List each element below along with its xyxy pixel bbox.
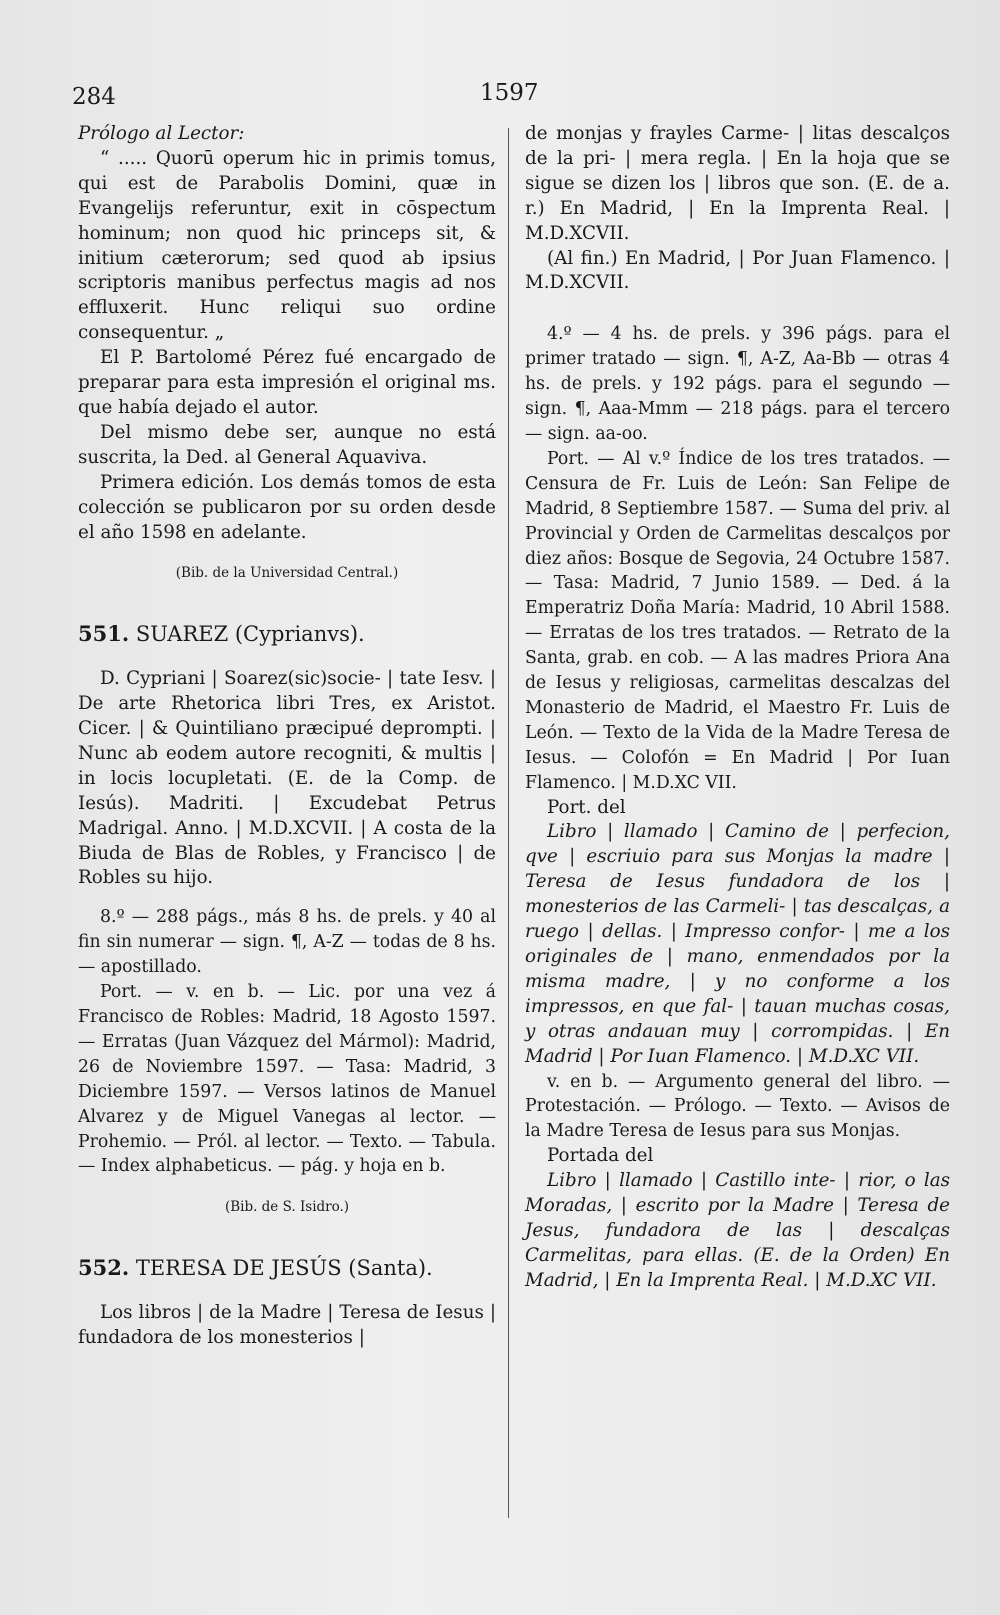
- note-editor: El P. Bartolomé Pérez fué encargado de preparar para esta impresión el original ms. que había dejado el autor.: [78, 347, 496, 418]
- entry-description: 4.º — 4 hs. de prels. y 396 págs. para el primer tratado — sign. ¶, A-Z, Aa-Bb — otras 4 hs. de prels. y 192 págs. para el segundo — sign. ¶, Aaa-Mmm — 218 págs. para el tercero — sign. aa-oo.: [525, 324, 950, 444]
- right-column: [525, 122, 950, 1294]
- running-head-year: 1597: [480, 80, 539, 106]
- entry-title-text: D. Cypriani | Soarez(sic)socie- | tate Iesv. | De arte Rhetorica libri Tres, ex Aristot. Cicer. | & Quintiliano præcipué deprompti. | Nunc ab eodem autore recogniti, & multis | in locis locupletati. (E. de la Comp. de Iesús). Madriti. | Excudebat Petrus Madrigal. Anno. | M.D.XCVII. | A costa de la Biuda de Blas de Robles, y Francisco | de Robles su hijo.: [78, 668, 496, 889]
- entry-contents: Port. — Al v.º Índice de los tres tratados. — Censura de Fr. Luis de León: San Felipe de Madrid, 8 Septiembre 1587. — Suma del priv. al Provincial y Orden de Carmelitas descalços por diez años: Bosque de Segovia, 24 Octubre 1587. — Tasa: Madrid, 7 Junio 1589. — Ded. á la Emperatriz Doña María: Madrid, 10 Abril 1588. — Erratas de los tres tratados. — Retrato de la Santa, grab. en cob. — A las madres Priora Ana de Iesus y religiosas, carmelitas descalzas del Monasterio de Madrid, el Maestro Fr. Luis de León. — Texto de la Vida de la Madre Teresa de Iesus. — Colofón = En Madrid | Por Iuan Flamenco. | M.D.XC VII.: [525, 448, 950, 793]
- section-label: Portada del: [547, 1145, 654, 1167]
- entry-heading: [78, 622, 496, 647]
- entry-description: 8.º — 288 págs., más 8 hs. de prels. y 40 al fin sin numerar — sign. ¶, A-Z — todas de 8 hs. — apostillado.: [78, 907, 496, 978]
- section-label: Port. del: [547, 796, 626, 818]
- library-source: (Bib. de S. Isidro.): [224, 1199, 350, 1216]
- entry-author: TERESA DE JESÚS (Santa).: [135, 1256, 433, 1281]
- note-dedication: Del mismo debe ser, aunque no está suscrita, la Ded. al General Aquaviva.: [78, 421, 496, 468]
- entry-colophon: (Al fin.) En Madrid, | Por Juan Flamenco. | M.D.XCVII.: [525, 247, 950, 294]
- left-column: [78, 122, 496, 1351]
- entry-number: 551.: [78, 621, 130, 647]
- column-divider: [508, 128, 509, 1518]
- entry-number: 552.: [78, 1255, 130, 1281]
- book-title-castillo: Libro | llamado | Castillo inte- | rior, o las Moradas, | escrito por la Madre | Teresa de Jesus, fundadora de las | descalças Carmelitas, para ellas. (E. de la Orden) En Madrid, | En la Imprenta Real. | M.D.XC VII.: [525, 1170, 950, 1291]
- page-number: 284: [72, 84, 116, 110]
- prologue-quote: “ ..... Quorū operum hic in primis tomus, qui est de Parabolis Domini, quæ in Evangelijs referuntur, exit in cōspectum hominum; non quod hic princeps sit, & initium cæterorum; sed quod ab ipsius scriptoris manibus perfectus magis ad nos effluxerit. Hunc reliqui suo ordine consequentur. „: [78, 147, 496, 344]
- library-source: (Bib. de la Universidad Central.): [175, 565, 399, 582]
- book-title-camino: Libro | llamado | Camino de | perfecion, qve | escriuio para sus Monjas la madre | Teresa de Iesus fundadora de los | monesterios de las Carmeli- | tas descalças, a ruego | dellas. | Impresso confor- | me a los originales de | mano, enmendados por la misma madre, | y no conforme a los impressos, en que fal- | tauan muchas cosas, y otras andauan muy | corrompidas. | En Madrid | Por Iuan Flamenco. | M.D.XC VII.: [525, 821, 950, 1067]
- note-first-edition: Primera edición. Los demás tomos de esta colección se publicaron por su orden desde el año 1598 en adelante.: [78, 471, 496, 543]
- book-contents-camino: v. en b. — Argumento general del libro. — Protestación. — Prólogo. — Texto. — Avisos de la Madre Teresa de Iesus para sus Monjas.: [525, 1071, 950, 1142]
- prologue-title: Prólogo al Lector:: [78, 123, 245, 144]
- entry-title-continued: de monjas y frayles Carme- | litas descalços de la pri- | mera regla. | En la hoja que se sigue se dizen los | libros que son. (E. de a. r.) En Madrid, | En la Imprenta Real. | M.D.XCVII.: [525, 123, 950, 244]
- entry-title-text: Los libros | de la Madre | Teresa de Iesus | fundadora de los monesterios |: [78, 1302, 496, 1349]
- entry-contents: Port. — v. en b. — Lic. por una vez á Francisco de Robles: Madrid, 18 Agosto 1597. — Erratas (Juan Vázquez del Mármol): Madrid, 26 de Noviembre 1597. — Tasa: Madrid, 3 Diciembre 1597. — Versos latinos de Manuel Alvarez y de Miguel Vanegas al lector. — Prohemio. — Pról. al lector. — Texto. — Tabula. — Index alphabeticus. — pág. y hoja en b.: [78, 982, 496, 1177]
- entry-heading: [78, 1256, 496, 1281]
- entry-author: SUAREZ (Cyprianvs).: [135, 622, 365, 647]
